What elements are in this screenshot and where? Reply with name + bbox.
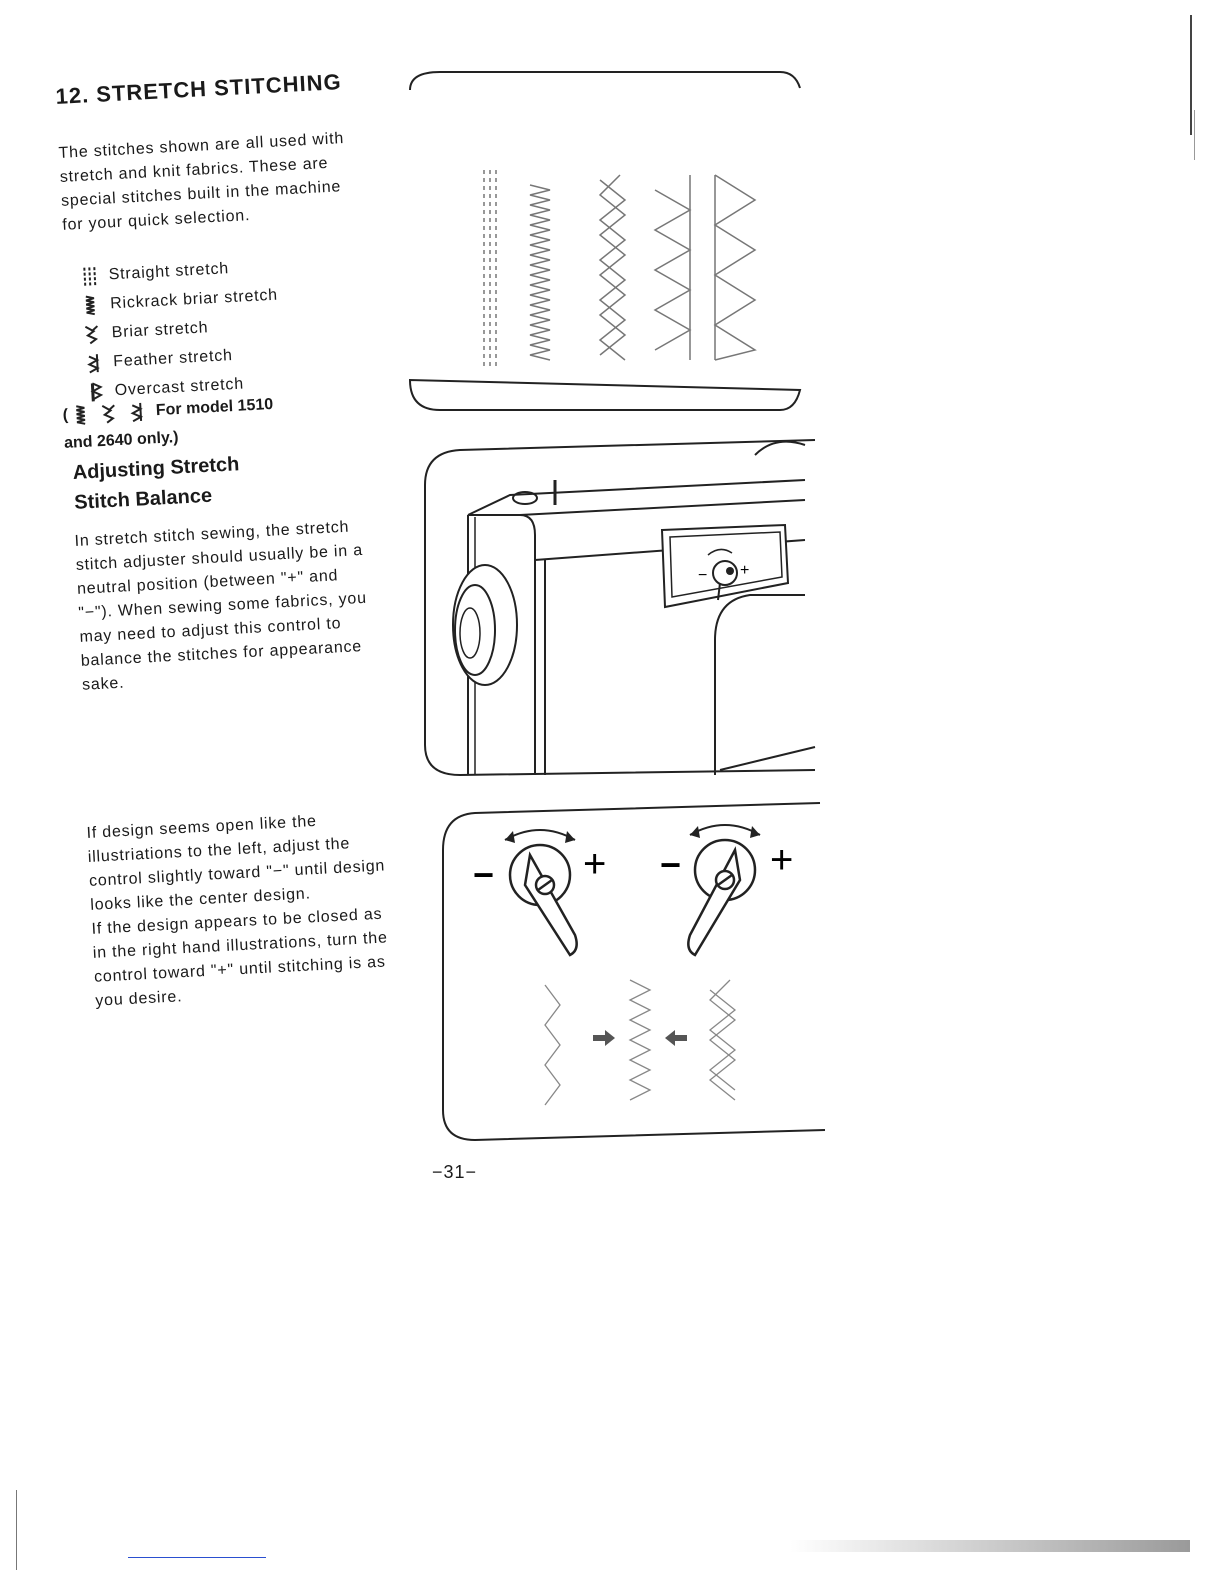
dial-left-plus: + — [583, 842, 607, 886]
legend-label: Straight stretch — [108, 259, 230, 283]
window-plus-label: + — [740, 562, 750, 579]
subheading-line2: Stitch Balance — [73, 484, 213, 514]
adjust-open-paragraph: If design seems open like the illustriations to the left, adjust the control slightly toward "−" until design looks like the center design. — [86, 812, 386, 914]
briar-stretch-icon — [98, 402, 121, 425]
feather-stretch-icon — [126, 400, 149, 423]
feather-sample — [655, 175, 690, 360]
straight-stretch-icon — [78, 264, 103, 287]
balanced-stitch-sample — [630, 980, 650, 1100]
dial-right-minus: − — [660, 844, 682, 885]
arrow-right-icon — [593, 1030, 615, 1046]
scan-edge-mark — [1194, 110, 1195, 160]
dial-adjustment-illustration — [435, 795, 830, 1155]
window-minus-label: − — [698, 567, 708, 584]
briar-sample — [600, 175, 625, 360]
rickrack-briar-stretch-icon — [70, 403, 93, 426]
open-stitch-sample — [545, 985, 560, 1105]
intro-paragraph: The stitches shown are all used with stretch and knit fabrics. These are special stitches built in the machine for your quick selection. — [58, 130, 345, 234]
stitch-samples-illustration — [400, 60, 820, 420]
legend-label: Feather stretch — [112, 346, 234, 370]
rickrack-sample — [530, 185, 550, 360]
model-note-line2: and 2640 only.) — [63, 428, 179, 452]
balance-paragraph: In stretch stitch sewing, the stretch stitch adjuster should usually be in a neutral position (between "+" and "−"). When sewing some fabrics, you may need to adjust this control to balance the stitches for appearance sake. — [74, 518, 368, 694]
closed-stitch-sample — [710, 980, 735, 1100]
dial-left-minus: − — [473, 854, 495, 895]
subheading — [72, 449, 242, 518]
scan-edge-mark — [16, 1490, 17, 1570]
legend-label: Overcast stretch — [114, 374, 245, 399]
dial-right-plus: + — [770, 838, 794, 882]
adjust-closed-paragraph: If the design appears to be closed as in the right hand illustrations, turn the control toward "+" until stitching is as you desire. — [91, 905, 389, 1010]
legend-label: Briar stretch — [111, 318, 209, 341]
stitch-legend — [78, 247, 375, 407]
page-number: −31− — [432, 1162, 478, 1182]
legend-label: Rickrack briar stretch — [109, 286, 279, 312]
model-note-paren: ( — [62, 406, 69, 424]
rickrack-briar-stretch-icon — [80, 293, 105, 316]
scan-edge-mark — [1190, 15, 1192, 135]
straight-stretch-sample — [484, 170, 496, 370]
section-title: 12. STRETCH STITCHING — [55, 69, 343, 109]
adjust-paragraphs — [86, 806, 396, 1013]
scan-edge-band — [790, 1540, 1190, 1552]
feather-stretch-icon — [83, 351, 108, 374]
handwheel — [453, 565, 517, 685]
arrow-left-icon — [665, 1030, 687, 1046]
adjuster-dial-left — [505, 830, 577, 955]
subheading-line1: Adjusting Stretch — [72, 453, 240, 484]
adjuster-dial-right — [688, 825, 760, 955]
machine-adjuster-illustration — [420, 425, 820, 785]
overcast-sample — [715, 175, 755, 360]
model-note-suffix: For model 1510 — [155, 395, 274, 420]
scan-edge-line — [128, 1557, 266, 1558]
briar-stretch-icon — [81, 322, 106, 345]
